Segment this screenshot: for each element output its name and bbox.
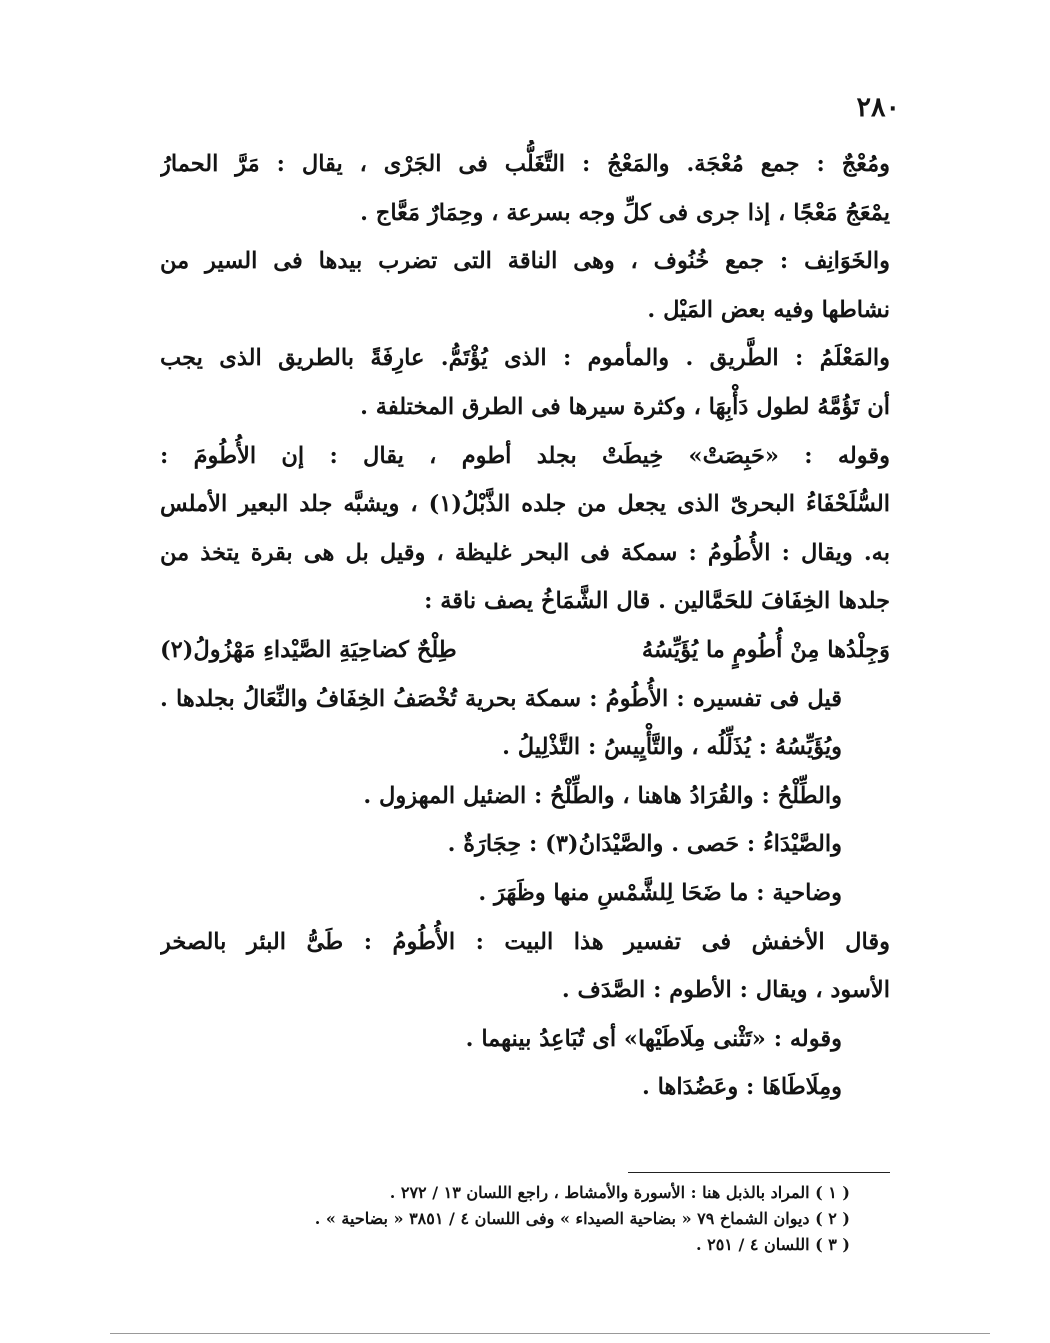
footnote: ( ٢ ) ديوان الشماخ ٧٩ « بضاحية الصيداء » وفى اللسان ٤ / ٣٨٥١ « بضاحية » .: [314, 1209, 850, 1228]
page-number: ٢٨٠: [856, 92, 900, 123]
text-line: والطِّلْحُ : والقُرَادُ هاهنا ، والطِّلْحُ : الضئيل المهزول .: [363, 782, 842, 809]
text-line: وقوله : «تَثْنى مِلَاطَيْها» أى تُبَاعِدُ بينهما .: [465, 1025, 842, 1052]
footnote-divider: [628, 1172, 890, 1173]
verse-right-hemistich: وَجِلْدُها مِنْ أُطُومٍ ما يُؤَيِّسُهُ: [641, 636, 890, 663]
page-bottom-edge: [110, 1333, 990, 1334]
text-line: وضاحية : ما ضَحَا لِلشَّمْسِ منها وظَهَرَ .: [478, 879, 842, 906]
poem-verse: [160, 626, 890, 675]
footnotes: [230, 1180, 850, 1258]
text-line: ومِلَاطَاهَا : وعَضُدَاها .: [641, 1074, 842, 1101]
text-line: والصَّيْدَاءُ : حَصى . والصَّيْدَانُ(٣) : حِجَارَةٌ .: [447, 831, 842, 858]
verse-left-hemistich: طِلْحٌ كضاحِيَةِ الصَّيْداءِ مَهْزُولُ(٢): [160, 636, 457, 663]
text-line: قيل فى تفسيره : الأُطُومُ : سمكة بحرية تُخْصَفُ الخِفَافُ والنِّعَالُ بجلدها .: [160, 685, 842, 712]
text-line: يمْعَجُ مَعْجًا ، إذا جرى فى كلِّ وجه بسرعة ، وحِمَارٌ مَعَّاج .: [360, 199, 890, 226]
text-line: السُّلَحْفَاءُ البحرىّ الذى يجعل من جلده الذَّبْلُ(١) ، ويشبَّه جلد البعير الأملس: [160, 491, 890, 518]
text-line: نشاطها وفيه بعض المَيْل .: [647, 296, 890, 323]
text-line: وقال الأخفش فى تفسير هذا البيت : الأُطُومُ : طَىُّ البئر بالصخر: [160, 928, 890, 955]
main-text: [160, 140, 890, 1112]
text-line: ويُؤَيِّسُهُ : يُذَلِّلُه ، والتَّأْيِيسُ : التَّذْلِيلُ .: [502, 734, 842, 761]
footnote: ( ٣ ) اللسان ٤ / ٢٥١ .: [695, 1235, 850, 1254]
text-line: به. ويقال : الأُطُومُ : سمكة فى البحر غليظة ، وقيل بل هى بقرة يتخذ من: [160, 539, 890, 566]
text-line: أن تَؤُمَّهُ لطول دَأْبِهَا ، وكثرة سيرها فى الطرق المختلفة .: [360, 393, 890, 420]
text-line: وقوله : «حَبِصَتْ» خِيطَتْ بجلد أطوم ، يقال : إن الأُطُومَ :: [160, 442, 890, 469]
footnote: ( ١ ) المراد بالذبل هنا : الأسورة والأمشاط ، راجع اللسان ١٣ / ٢٧٢ .: [389, 1183, 850, 1202]
text-line: والمَعْلَمُ : الطَّريق . والمأموم : الذى يُؤْتَمُّ. عارِفَةً بالطريق الذى يجب: [160, 345, 890, 372]
text-line: جلدها الخِفَافَ للحَمَّالين . قال الشَّمَاخُ يصف ناقة :: [424, 588, 890, 615]
text-line: والخَوَانِف : جمع خُنُوف ، وهى الناقة التى تضرب بيدها فى السير من: [160, 248, 890, 275]
text-line: الأسود ، ويقال : الأطوم : الصَّدَف .: [561, 977, 890, 1004]
text-line: ومُعْجٌ : جمع مُعْجَة. والمَعْجُ : التَّغَلُّب فى الجَرْى ، يقال : مَرَّ الحمارُ: [160, 151, 890, 177]
